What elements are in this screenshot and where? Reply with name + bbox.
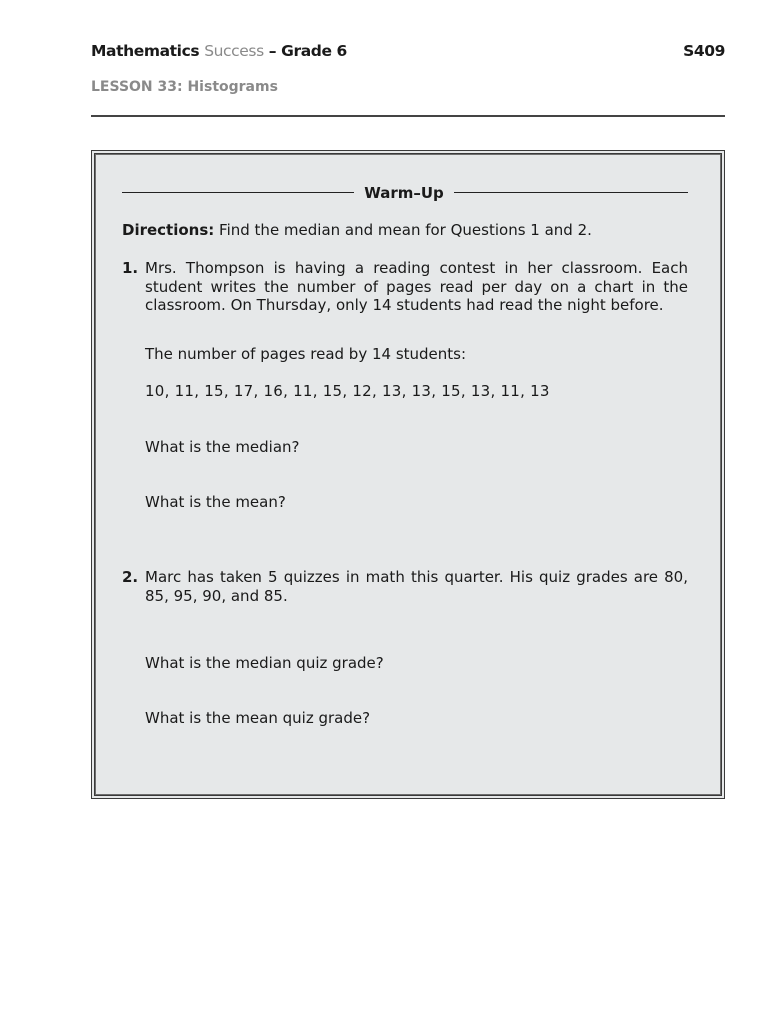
- book-title-success: Success: [204, 42, 264, 60]
- directions: [122, 221, 592, 240]
- question-1-data-values: 10, 11, 15, 17, 16, 11, 15, 12, 13, 13, 15, 13, 11, 13: [145, 382, 550, 400]
- question-2-ask-mean: What is the mean quiz grade?: [145, 709, 371, 727]
- page-header: [91, 42, 725, 66]
- question-1-ask-median: What is the median?: [145, 438, 300, 456]
- lesson-title: LESSON 33: Histograms: [91, 79, 278, 95]
- question-1-ask-mean: What is the mean?: [145, 493, 286, 511]
- header-divider: [91, 115, 725, 117]
- directions-text: Find the median and mean for Questions 1 and 2.: [214, 221, 592, 239]
- question-1-number: 1.: [122, 259, 139, 277]
- warmup-title: Warm–Up: [364, 184, 444, 202]
- directions-label: Directions:: [122, 221, 215, 239]
- question-1-data-intro: The number of pages read by 14 students:: [145, 345, 467, 363]
- question-1-line-1: Mrs. Thompson is having a reading contest in her classroom. Each: [145, 259, 688, 277]
- book-title-part1: Mathematics: [91, 42, 205, 60]
- question-2-ask-median: What is the median quiz grade?: [145, 654, 384, 672]
- warmup-box: [91, 150, 725, 799]
- warmup-box-inner-border: [95, 154, 721, 795]
- warmup-rule-right: [454, 192, 688, 193]
- question-1-line-3: classroom. On Thursday, only 14 students had read the night before.: [145, 296, 664, 314]
- warmup-rule-left: [122, 192, 354, 193]
- question-1-line-2: student writes the number of pages read per day on a chart in the: [145, 277, 688, 296]
- book-title: [91, 42, 347, 60]
- warmup-heading: [122, 184, 688, 206]
- question-2-line-1: Marc has taken 5 quizzes in math this quarter. His quiz grades are 80,: [145, 568, 688, 586]
- book-title-part2: – Grade 6: [263, 42, 347, 60]
- page-code: S409: [683, 42, 725, 60]
- question-2-line-2: 85, 95, 90, and 85.: [145, 586, 288, 605]
- question-2-number: 2.: [122, 568, 139, 586]
